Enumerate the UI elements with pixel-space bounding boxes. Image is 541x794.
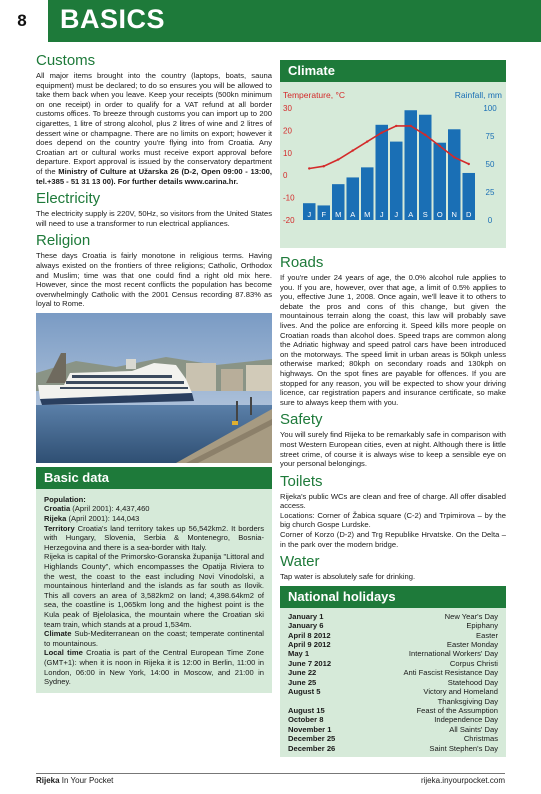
month-label: M	[364, 210, 371, 219]
basic-data-heading: Basic data	[36, 467, 272, 489]
climate-label: Climate	[44, 629, 72, 639]
temperature-point	[453, 156, 455, 158]
holiday-name: International Workers' Day	[408, 649, 498, 659]
holiday-row	[288, 697, 498, 706]
holiday-row	[288, 668, 498, 677]
left-tick-label: 0	[283, 171, 288, 181]
holiday-date: August 5	[288, 687, 321, 697]
toilets-text-3: Corner of Korzo (D-2) and Trg Republike Hrvatske. On the Delta – in the park over the modern bridge.	[280, 530, 506, 549]
temperature-point	[323, 165, 325, 167]
temperature-point	[468, 163, 470, 165]
temperature-point	[381, 131, 383, 133]
roads-text: If you're under 24 years of age, the 0.0% alcohol rule applies to you. If you are, however, over that age, a limit of 0.5% applies to you, effective June 1, 2008. Once again, we'll leave it to others to debate the pros and cons of this change, but given the mountainous terrain along the coast, this law will probably save lives. And the police are enforcing it. Speed kills more people on Croatian roads than alcohol does. Speed traps are common along the Adriatic highway and speed patrol cars have been introduced on the motorways. The speed limit in urban areas is 50kph unless otherwise marked; 80kph on secondary roads and 130kph on highways. On the spot fines are payable for offences. If you are stopped for any reason, you will be expected to show your driving licence, car registration papers and insurance certificate, so make sure to always keep them with you.	[280, 273, 506, 407]
climate-chart	[280, 82, 506, 226]
customs-heading: Customs	[36, 52, 96, 69]
holiday-row	[288, 734, 498, 743]
right-tick-label: 50	[485, 160, 495, 169]
basic-data-territory	[44, 524, 264, 553]
temperature-point	[439, 145, 441, 147]
holiday-name: Epiphany	[466, 621, 498, 631]
rainfall-bar	[419, 115, 432, 220]
left-tick-label: 10	[283, 148, 292, 158]
holiday-date: October 8	[288, 715, 324, 725]
holiday-date: January 1	[288, 611, 324, 621]
rainfall-bar	[448, 129, 461, 220]
holiday-date: May 1	[288, 649, 310, 659]
holiday-row	[288, 621, 498, 630]
holiday-row	[288, 744, 498, 753]
temperature-point	[352, 149, 354, 151]
left-tick-label: -10	[283, 193, 295, 203]
national-holidays-table	[280, 608, 506, 757]
holiday-row	[288, 640, 498, 649]
croatia-value: (April 2001): 4,437,460	[70, 504, 150, 514]
holiday-name: Victory and Homeland	[423, 687, 498, 697]
page-number: 8	[0, 0, 44, 42]
month-label: N	[451, 210, 457, 219]
holiday-row	[288, 725, 498, 734]
holiday-name: Thanksgiving Day	[437, 696, 498, 706]
holiday-date: December 25	[288, 734, 336, 744]
holiday-row	[288, 659, 498, 668]
month-label: S	[422, 210, 428, 219]
right-tick-label: 0	[487, 216, 493, 225]
month-label: D	[466, 210, 472, 219]
month-label: F	[321, 210, 327, 219]
religion-text: These days Croatia is fairly monotone in religious terms. Having always existed on the frontiers of three religions; Catholic, Orthodox and Muslim; time was that one could find a right old mix here. However, since the most recent conflicts the population has become overwhelmingly Catholic with the 2001 Census recording 87.83% as loyal to Rome.	[36, 251, 272, 309]
footer-city: Rijeka	[36, 776, 60, 785]
holiday-name: Easter	[476, 630, 498, 640]
cruise-ship-illustration	[36, 313, 272, 463]
holiday-row	[288, 706, 498, 715]
holiday-date: April 9 2012	[288, 640, 331, 650]
territory-text: Croatia's land territory takes up 56,542km2. It borders with Hungary, Slovenia, Serbia & Montenegro, Bosnia-Herzegovina and there is a sea-border with Italy.	[44, 523, 264, 552]
holiday-name: Christmas	[463, 734, 498, 744]
left-tick-label: 20	[283, 126, 292, 136]
holiday-row	[288, 649, 498, 658]
temperature-point	[308, 167, 310, 169]
left-tick-label: -20	[283, 216, 295, 225]
customs-text-bold: Ministry of Culture at Užarska 26 (D-2, Open 09:00 - 13:00, tel.+385 - 51 31 13 00). For further details www.carina.hr.	[36, 166, 272, 186]
water-heading: Water	[280, 553, 320, 571]
left-axis-label: Temperature, °C	[283, 90, 345, 100]
month-label: J	[379, 210, 384, 219]
electricity-heading: Electricity	[36, 190, 101, 208]
basic-data-rijeka-description: Rijeka is capital of the Primorsko-Goranska županija "Littoral and Highlands County", which encompasses the Opatija Riviera to the west, the coast to the east including Novi Vinodolski, a mountainous hinterland and the islands as far south as Ilovik. This all covers an area of 3,582km2 on land; 4,398.64km2 of sea, the coastline is 1,065km long and the highest point is the Kula peak of Bjelolasica, the mountain where the Croatian ski team train, which stands at a proud 1,534m.	[44, 552, 264, 629]
toilets-heading: Toilets	[280, 472, 323, 490]
croatia-label: Croatia	[44, 504, 71, 514]
basic-data-climate	[44, 629, 264, 648]
climate-chart-area	[280, 82, 506, 248]
holiday-name: New Year's Day	[444, 611, 498, 621]
rijeka-value: (April 2001): 144,043	[66, 514, 140, 524]
customs-text	[36, 71, 272, 186]
footer-website: rijeka.inyourpocket.com	[420, 776, 505, 785]
month-label: O	[436, 210, 443, 219]
month-label: J	[394, 210, 399, 219]
basic-data-box	[36, 489, 272, 693]
holiday-date: June 25	[288, 677, 317, 687]
month-label: J	[307, 210, 312, 219]
holiday-date: April 8 2012	[288, 630, 331, 640]
right-column	[280, 60, 506, 757]
rainfall-bar	[390, 142, 403, 220]
safety-text: You will surely find Rijeka to be remarkably safe in comparison with most Western European cities, even at night. Although there is little street crime, of course it is always wise to keep a sensible eye on your personal belongings.	[280, 430, 506, 469]
footer-guide-name: In Your Pocket	[59, 776, 114, 785]
page-header	[0, 0, 541, 42]
month-label: M	[335, 210, 342, 219]
holiday-row	[288, 687, 498, 696]
rainfall-bar	[434, 143, 447, 220]
holiday-date: January 6	[288, 621, 324, 631]
local-time-label: Local time	[44, 648, 83, 658]
climate-box	[280, 60, 506, 248]
holiday-name: Feast of the Assumption	[416, 705, 498, 715]
temperature-point	[395, 125, 397, 127]
holiday-name: Easter Monday	[446, 640, 498, 650]
right-axis-label: Rainfall, mm	[454, 90, 502, 100]
holiday-date: June 7 2012	[288, 658, 332, 668]
religion-heading: Religion	[36, 232, 91, 250]
temperature-point	[337, 158, 339, 160]
cruise-ship-photo	[36, 313, 272, 463]
month-label: A	[408, 210, 414, 219]
holiday-date: November 1	[288, 724, 332, 734]
temperature-point	[366, 140, 368, 142]
holiday-name: Anti Fascist Resistance Day	[403, 668, 498, 678]
safety-heading: Safety	[280, 411, 323, 429]
left-column	[36, 52, 272, 693]
climate-text: Sub-Mediterranean on the coast; temperate continental to mountainous.	[44, 629, 264, 648]
holiday-row	[288, 678, 498, 687]
holiday-name: Corpus Christi	[449, 658, 498, 668]
footer-publication	[36, 776, 113, 787]
holiday-row	[288, 612, 498, 621]
basic-data-local-time	[44, 648, 264, 686]
basic-data-rijeka	[44, 514, 264, 524]
climate-heading: Climate	[280, 60, 506, 82]
territory-label: Territory	[44, 523, 75, 533]
right-tick-label: 25	[485, 188, 495, 197]
basic-data-population	[44, 495, 264, 505]
water-text: Tap water is absolutely safe for drinking.	[280, 572, 416, 582]
population-label: Population:	[44, 494, 86, 504]
roads-heading: Roads	[280, 254, 324, 271]
holiday-name: Saint Stephen's Day	[429, 743, 498, 753]
electricity-text: The electricity supply is 220V, 50Hz, so visitors from the United States will need to use a transformer to run electrical appliances.	[36, 209, 272, 228]
toilets-text-1: Rijeka's public WCs are clean and free of charge. All offer disabled access.	[280, 491, 506, 511]
holiday-name: Independence Day	[434, 715, 498, 725]
holiday-name: All Saints' Day	[449, 724, 498, 734]
rijeka-label: Rijeka	[44, 514, 67, 524]
right-tick-label: 75	[485, 132, 495, 141]
page-footer	[36, 773, 505, 787]
customs-text-main: All major items brought into the country (laptops, boats, sauna equipment) must be declared; to do so ensures you will be allowed to take them back when you leave. Keep your receipts (500kn minimum on one receipt) in order to qualify for a VAT refund at all border customs offices. To breeze through customs you can import up to 200 cigarettes, 1 litre of strong alcohol, plus 2 litres of wine and 2 litres of dessert wine or champagne. There are no limits on export; however it does depend on the country you're flying into from Croatia. Any Croatian art or cultural works must receive export approval before departure. Export approval is issued by the conservatory department of the	[36, 71, 272, 176]
basic-data-croatia	[44, 504, 264, 514]
temperature-point	[410, 125, 412, 127]
toilets-text-2: Locations: Corner of Žabica square (C-2) and Trpimirova – by the big church Gospe Lurdske.	[280, 510, 506, 530]
right-tick-label: 100	[483, 104, 497, 113]
holiday-date: June 22	[288, 668, 317, 678]
temperature-point	[424, 134, 426, 136]
holiday-row	[288, 631, 498, 640]
holiday-row	[288, 715, 498, 724]
rainfall-bar	[376, 125, 389, 220]
month-label: A	[350, 210, 356, 219]
page-title: BASICS	[60, 4, 166, 34]
holiday-name: Statehood Day	[447, 677, 498, 687]
local-time-text: Croatia is part of the Central European Time Zone (GMT+1): when it is noon in Rijeka it is 12:00 in Berlin, 11:00 in London, 06:00 in New York, 14:00 in Moscow, and 21:00 in Sydney.	[44, 648, 264, 687]
national-holidays-heading: National holidays	[280, 586, 506, 608]
holiday-date: August 15	[288, 705, 325, 715]
holiday-date: December 26	[288, 743, 336, 753]
left-tick-label: 30	[283, 104, 292, 113]
